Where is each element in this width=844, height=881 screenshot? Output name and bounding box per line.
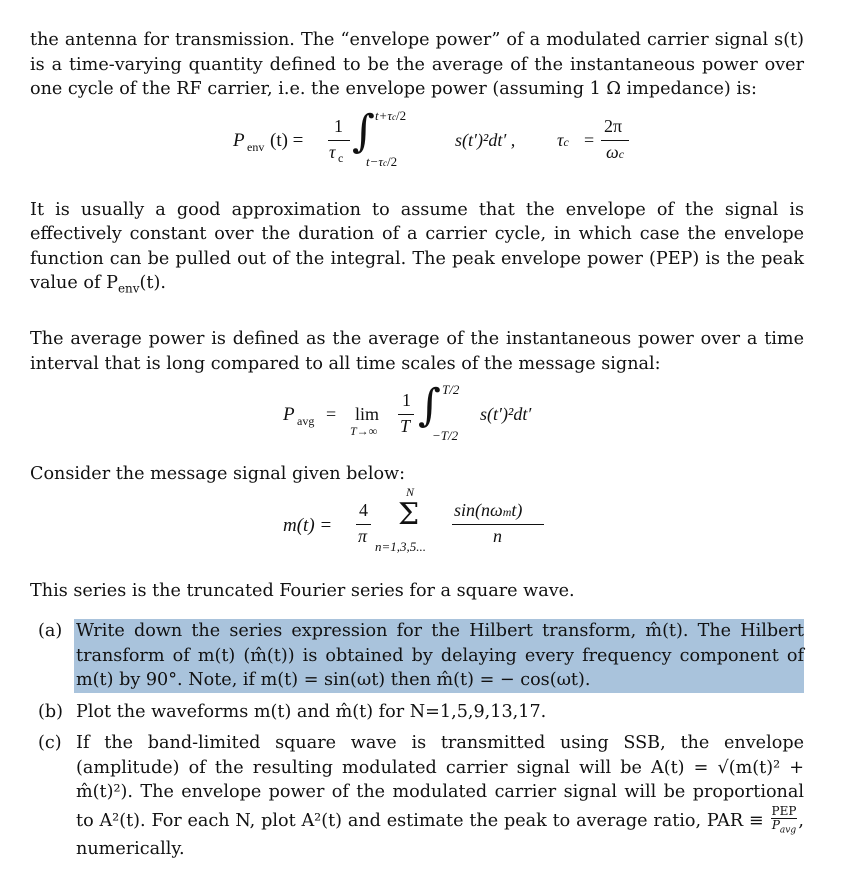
pavg-lim: lim bbox=[355, 404, 380, 425]
pavg-int-upper: T/2 bbox=[442, 382, 460, 398]
document-page bbox=[30, 28, 804, 861]
penv-int-lower: t−τc/2 bbox=[366, 153, 398, 169]
question-item-a bbox=[30, 619, 804, 693]
mt-frac-den: π bbox=[358, 525, 368, 546]
paragraph-fourier-series-note: This series is the truncated Fourier series for a square wave. bbox=[30, 580, 575, 601]
penv-integrand: s(t′)²dt′ , bbox=[455, 129, 516, 150]
mt-lhs: m(t) = bbox=[283, 514, 333, 536]
question-label-a: (a) bbox=[38, 621, 63, 642]
pavg-lim-sub: T→∞ bbox=[350, 424, 378, 439]
mt-rhs-frac-bar bbox=[452, 524, 544, 525]
question-text-a[interactable]: Write down the series expression for the Hilbert transform, m̂(t). The Hilbert transform of m(t) (m̂(t)) is obtained by delaying every frequency component of m(t) by 90°. Note, if m(t) = sin(ωt) then m̂(t) = − cos(ωt). bbox=[76, 621, 804, 691]
mt-frac-bar bbox=[356, 524, 371, 525]
paragraph-message-signal-intro: Consider the message signal given below: bbox=[30, 464, 406, 485]
penv-tau: τc bbox=[557, 129, 569, 150]
question-label-b: (b) bbox=[38, 701, 63, 722]
paragraph-pep-definition: It is usually a good approximation to assume that the envelope of the signal is effectively constant over the duration of a carrier cycle, in which case the envelope function can be pulled out of the integral. The peak envelope power (PEP) is the peak value of $P_{env}(t)$. bbox=[30, 199, 804, 296]
question-text-c-tail: , numerically. bbox=[76, 810, 805, 859]
penv-integral-sign: ∫ bbox=[352, 105, 375, 157]
penv-lhs-arg: (t) = bbox=[270, 129, 304, 151]
penv-frac-bar bbox=[328, 140, 350, 141]
pavg-lhs-sub: avg bbox=[297, 414, 315, 429]
par-frac-den: $P_{avg}$ bbox=[771, 817, 797, 835]
mt-sum-upper: N bbox=[406, 484, 415, 499]
par-frac-num: PEP bbox=[771, 803, 797, 818]
paragraph-average-power-intro: The average power is defined as the average of the instantaneous power over a time interval that is long compared to all time scales of the message signal: bbox=[30, 329, 804, 374]
penv-frac-den-sub: c bbox=[338, 150, 344, 165]
equation-message-signal bbox=[30, 484, 804, 567]
penv-lhs-sub: env bbox=[247, 139, 265, 154]
pavg-frac-den: T bbox=[400, 416, 411, 437]
question-text-b: Plot the waveforms m(t) and m̂(t) for N=1,5,9,13,17. bbox=[76, 701, 547, 722]
penv-rhs-frac-bar bbox=[601, 140, 629, 141]
penv-frac-den: τ bbox=[329, 141, 336, 162]
question-label-c: (c) bbox=[38, 733, 62, 754]
question-list bbox=[30, 619, 804, 861]
mt-sum-symbol: Σ bbox=[398, 496, 420, 532]
equation-envelope-power bbox=[30, 105, 804, 180]
mt-rhs-den: n bbox=[493, 525, 502, 546]
mt-frac-num: 4 bbox=[359, 499, 368, 520]
penv-int-upper: t+τc/2 bbox=[375, 107, 407, 123]
question-text-c: If the band-limited square wave is transmitted using SSB, the envelope (amplitude) of the resulting modulated carrier signal will be A(t) = √(m(t)² + m̂(t)²). The envelope power of the modulated carrier signal will be proportional to A²(t). For each N, plot A²(t) and estimate the peak to average ratio, PAR ≡ bbox=[76, 733, 804, 831]
penv-lhs: P bbox=[233, 129, 245, 151]
par-fraction bbox=[771, 805, 798, 837]
pavg-lhs: P bbox=[283, 404, 295, 426]
question-item-b bbox=[30, 700, 804, 725]
mt-sum-lower: n=1,3,5... bbox=[375, 538, 427, 554]
equation-average-power bbox=[30, 382, 804, 454]
paragraph-envelope-power-intro: the antenna for transmission. The “envelope power” of a modulated carrier signal s(t) is a time-varying quantity defined to be the average of the instantaneous power over one cycle of the RF carrier, i.e. the envelope power (assuming 1 Ω impedance) is: bbox=[30, 30, 804, 99]
penv-rhs-num: 2π bbox=[604, 115, 623, 136]
penv-rhs-den: ωc bbox=[606, 141, 625, 162]
pavg-integrand: s(t′)²dt′ bbox=[480, 404, 532, 425]
pavg-frac-num: 1 bbox=[402, 390, 411, 411]
penv-tau-eq: = bbox=[584, 129, 595, 150]
mt-rhs-num: sin(nωmt) bbox=[454, 499, 523, 520]
pavg-integral-sign: ∫ bbox=[418, 380, 441, 432]
pavg-eq: = bbox=[326, 404, 337, 425]
pavg-frac-bar bbox=[398, 414, 414, 415]
penv-frac-num: 1 bbox=[334, 115, 343, 136]
question-item-c bbox=[30, 731, 804, 861]
pavg-int-lower: −T/2 bbox=[432, 428, 459, 444]
